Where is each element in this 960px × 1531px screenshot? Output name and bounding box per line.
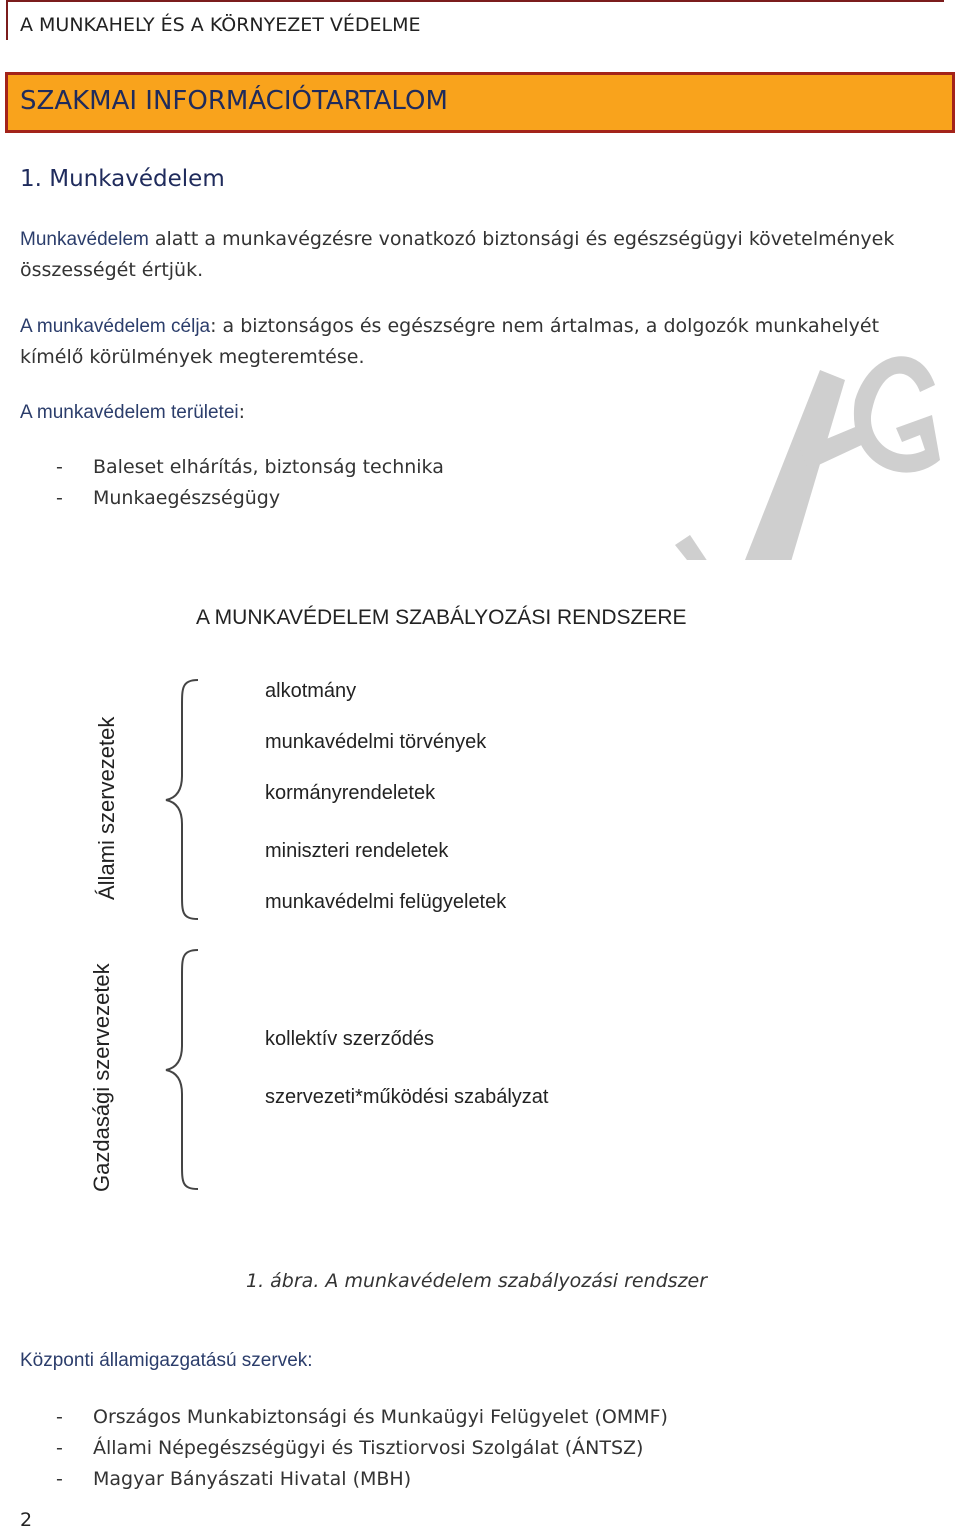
regulation-item: szervezeti*működési szabályzat (265, 1086, 549, 1108)
goal-text: : a biztonságos és egészségre nem ártalmas, a dolgozók munkahelyét (210, 315, 880, 337)
bullet-dash: - (56, 1468, 63, 1490)
list-item (56, 1468, 411, 1490)
list-item (56, 1406, 668, 1428)
list-item (56, 1437, 643, 1459)
bullet-dash: - (56, 456, 63, 478)
figure-title: A MUNKAVÉDELEM SZABÁLYOZÁSI RENDSZERE (196, 606, 687, 629)
bullet-dash: - (56, 1437, 63, 1459)
bullet-dash: - (56, 1406, 63, 1428)
list-item-text: Országos Munkabiztonsági és Munkaügyi Felügyelet (OMMF) (93, 1406, 668, 1428)
bullet-dash: - (56, 487, 63, 509)
page-number: 2 (20, 1509, 33, 1531)
watermark (620, 330, 940, 560)
economic-organizations-label: Gazdasági szervezetek (89, 963, 114, 1192)
regulation-item: kollektív szerződés (265, 1028, 434, 1050)
goal-text-line2: kímélő körülmények megteremtése. (20, 346, 365, 368)
regulation-item: miniszteri rendeletek (265, 840, 449, 862)
economic-brace-icon (160, 946, 200, 1191)
goal-term: A munkavédelem célja (20, 316, 211, 337)
definition-paragraph (20, 224, 950, 286)
state-brace-icon (160, 676, 200, 921)
areas-term: A munkavédelem területei (20, 402, 239, 423)
regulation-item: munkavédelmi felügyeletek (265, 891, 507, 913)
definition-text-line2: összességét értjük. (20, 259, 204, 281)
areas-colon: : (238, 401, 246, 423)
state-organizations-label: Állami szervezetek (94, 716, 119, 900)
list-item-text: Baleset elhárítás, biztonság technika (93, 456, 444, 478)
running-header: A MUNKAHELY ÉS A KÖRNYEZET VÉDELME (20, 14, 421, 36)
list-item-text: Állami Népegészségügyi és Tisztiorvosi Szolgálat (ÁNTSZ) (93, 1437, 644, 1459)
regulation-item: alkotmány (265, 680, 357, 702)
figure-caption: 1. ábra. A munkavédelem szabályozási rendszer (246, 1270, 708, 1292)
definition-text: alatt a munkavégzésre vonatkozó biztonsági és egészségügyi követelmények (148, 228, 895, 250)
regulation-item: kormányrendeletek (265, 782, 436, 804)
list-item (56, 487, 280, 509)
heading-munkavedelem: 1. Munkavédelem (20, 166, 225, 192)
list-item-text: Magyar Bányászati Hivatal (MBH) (93, 1468, 412, 1490)
definition-term: Munkavédelem (20, 229, 149, 250)
list-item (56, 456, 444, 478)
regulation-item: munkavédelmi törvények (265, 731, 487, 753)
list-item-text: Munkaegészségügy (93, 487, 281, 509)
section-title: SZAKMAI INFORMÁCIÓTARTALOM (20, 86, 448, 116)
central-heading: Központi államigazgatású szervek: (20, 1350, 313, 1371)
